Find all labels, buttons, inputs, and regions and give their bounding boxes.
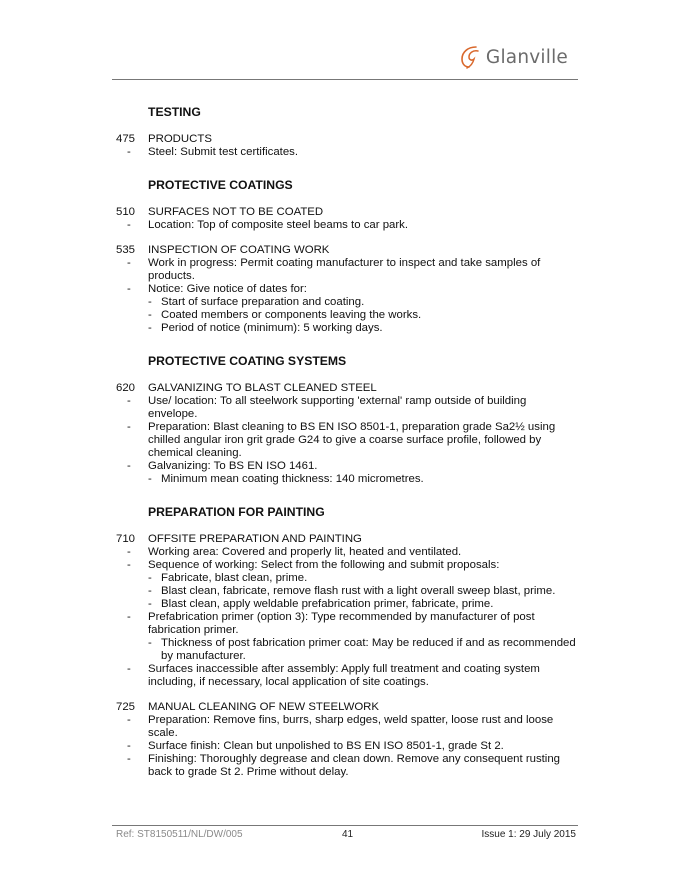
dash-bullet: - xyxy=(148,473,152,485)
clause-number: 710 xyxy=(116,533,136,545)
bullet-item xyxy=(127,146,576,159)
sub-bullet-item xyxy=(148,637,576,663)
clause-title: OFFSITE PREPARATION AND PAINTING xyxy=(148,533,362,545)
sub-bullet-text: Start of surface preparation and coating. xyxy=(161,296,365,308)
dash-bullet: - xyxy=(148,296,152,308)
bullet-text: Surface finish: Clean but unpolished to BS EN ISO 8501-1, grade St 2. xyxy=(148,740,504,752)
sub-bullet-item xyxy=(148,309,576,322)
sub-bullet-text: Fabricate, blast clean, prime. xyxy=(161,572,308,584)
clause-title: MANUAL CLEANING OF NEW STEELWORK xyxy=(148,701,380,713)
bullet-text: Prefabrication primer (option 3): Type recommended by manufacturer of post fabrication primer. xyxy=(148,611,535,636)
dash-bullet: - xyxy=(127,395,131,407)
bullet-item xyxy=(127,546,576,559)
section-heading: TESTING xyxy=(148,105,201,119)
dash-bullet: - xyxy=(148,309,152,321)
bullet-item xyxy=(127,421,576,460)
dash-bullet: - xyxy=(127,283,131,295)
sub-bullets xyxy=(148,572,576,611)
bullet-text: Steel: Submit test certificates. xyxy=(148,146,299,158)
document-body xyxy=(116,106,576,779)
clause-number: 620 xyxy=(116,382,136,394)
sub-bullets xyxy=(148,473,576,486)
clause-item xyxy=(116,533,576,689)
bullet-item xyxy=(127,460,576,486)
clause-bullets xyxy=(127,146,576,159)
bullet-item xyxy=(127,395,576,421)
dash-bullet: - xyxy=(127,421,131,433)
dash-bullet: - xyxy=(127,740,131,752)
sub-bullet-item xyxy=(148,598,576,611)
section-heading: PROTECTIVE COATINGS xyxy=(148,178,293,192)
bullet-text: Preparation: Blast cleaning to BS EN ISO 8501-1, preparation grade Sa2½ using chilled angular iron grit grade G24 to give a coarse surface profile, followed by chemical cleaning. xyxy=(148,421,556,459)
bullet-text: Notice: Give notice of dates for: xyxy=(148,283,307,295)
bullet-item xyxy=(127,283,576,335)
dash-bullet: - xyxy=(127,663,131,675)
brand-logo xyxy=(458,44,568,70)
sub-bullet-text: Blast clean, apply weldable prefabrication primer, fabricate, prime. xyxy=(161,598,494,610)
glanville-logo-mark-icon xyxy=(458,44,484,70)
clause-bullets xyxy=(127,219,576,232)
dash-bullet: - xyxy=(127,611,131,623)
bullet-item xyxy=(127,559,576,611)
sub-bullet-text: Period of notice (minimum): 5 working days. xyxy=(161,322,383,334)
clause-title: INSPECTION OF COATING WORK xyxy=(148,244,330,256)
bullet-text: Surfaces inaccessible after assembly: Apply full treatment and coating system including, if necessary, local application of site coatings. xyxy=(148,663,540,688)
sub-bullet-item xyxy=(148,473,576,486)
sub-bullets xyxy=(148,637,576,663)
clause-number: 535 xyxy=(116,244,136,256)
clause-item xyxy=(116,206,576,232)
sub-bullet-item xyxy=(148,296,576,309)
dash-bullet: - xyxy=(127,219,131,231)
sub-bullet-item xyxy=(148,322,576,335)
dash-bullet: - xyxy=(127,546,131,558)
clause-bullets xyxy=(127,257,576,335)
sub-bullet-text: Blast clean, fabricate, remove flash rust with a light overall sweep blast, prime. xyxy=(161,585,556,597)
bullet-text: Galvanizing: To BS EN ISO 1461. xyxy=(148,460,318,472)
bullet-item xyxy=(127,257,576,283)
clause-bullets xyxy=(127,546,576,689)
clause-item xyxy=(116,244,576,335)
dash-bullet: - xyxy=(127,460,131,472)
bullet-text: Finishing: Thoroughly degrease and clean down. Remove any consequent rusting back to grade St 2. Prime without delay. xyxy=(148,753,561,778)
dash-bullet: - xyxy=(148,322,152,334)
clause-number: 475 xyxy=(116,133,136,145)
clause-title: SURFACES NOT TO BE COATED xyxy=(148,206,324,218)
dash-bullet: - xyxy=(127,714,131,726)
bullet-text: Location: Top of composite steel beams to car park. xyxy=(148,219,409,231)
dash-bullet: - xyxy=(127,146,131,158)
clause-bullets xyxy=(127,395,576,486)
section-heading: PROTECTIVE COATING SYSTEMS xyxy=(148,354,347,368)
dash-bullet: - xyxy=(127,753,131,765)
bullet-text: Working area: Covered and properly lit, heated and ventilated. xyxy=(148,546,462,558)
bullet-item xyxy=(127,663,576,689)
bullet-item xyxy=(127,753,576,779)
sub-bullets xyxy=(148,296,576,335)
bullet-text: Use/ location: To all steelwork supporting 'external' ramp outside of building envelope. xyxy=(148,395,527,420)
dash-bullet: - xyxy=(148,598,152,610)
header-rule xyxy=(112,79,578,80)
bullet-text: Preparation: Remove fins, burrs, sharp edges, weld spatter, loose rust and loose scale. xyxy=(148,714,554,739)
issue-date: Issue 1: 29 July 2015 xyxy=(481,829,576,840)
dash-bullet: - xyxy=(148,572,152,584)
clause-item xyxy=(116,382,576,486)
clause-number: 725 xyxy=(116,701,136,713)
clause-title: GALVANIZING TO BLAST CLEANED STEEL xyxy=(148,382,377,394)
clause-title: PRODUCTS xyxy=(148,133,212,145)
clause-bullets xyxy=(127,714,576,779)
document-reference: Ref: ST8150511/NL/DW/005 xyxy=(116,829,243,840)
clause-item xyxy=(116,133,576,159)
page-number: 41 xyxy=(342,829,354,840)
section-heading: PREPARATION FOR PAINTING xyxy=(148,505,325,519)
sub-bullet-text: Thickness of post fabrication primer coat: May be reduced if and as recommended by manufacturer. xyxy=(161,637,576,662)
clause-item xyxy=(116,701,576,779)
dash-bullet: - xyxy=(127,257,131,269)
dash-bullet: - xyxy=(127,559,131,571)
clause-number: 510 xyxy=(116,206,136,218)
footer-rule xyxy=(112,825,578,826)
bullet-item xyxy=(127,714,576,740)
bullet-item xyxy=(127,219,576,232)
bullet-text: Sequence of working: Select from the following and submit proposals: xyxy=(148,559,500,571)
bullet-text: Work in progress: Permit coating manufacturer to inspect and take samples of products. xyxy=(148,257,541,282)
bullet-item xyxy=(127,611,576,663)
sub-bullet-item xyxy=(148,585,576,598)
bullet-item xyxy=(127,740,576,753)
dash-bullet: - xyxy=(148,637,152,649)
brand-name: Glanville xyxy=(485,46,568,68)
sub-bullet-item xyxy=(148,572,576,585)
sub-bullet-text: Coated members or components leaving the works. xyxy=(161,309,422,321)
dash-bullet: - xyxy=(148,585,152,597)
sub-bullet-text: Minimum mean coating thickness: 140 micrometres. xyxy=(161,473,424,485)
